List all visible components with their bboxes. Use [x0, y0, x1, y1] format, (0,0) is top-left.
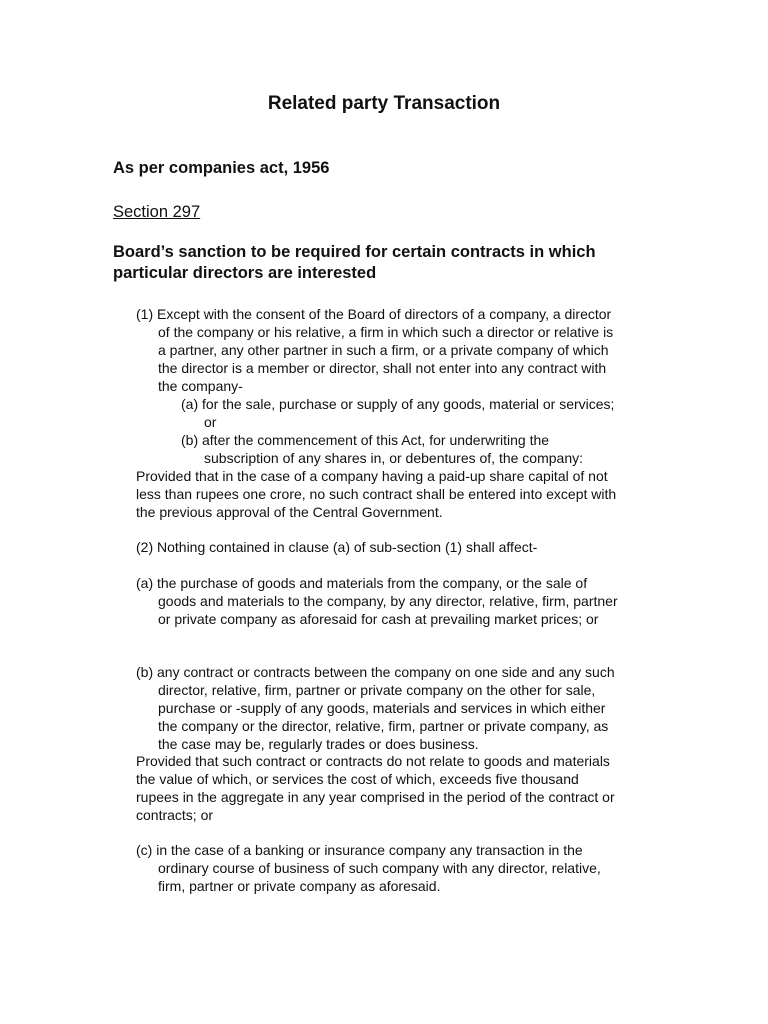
clause-2: (2) Nothing contained in clause (a) of sub-section (1) shall affect- — [136, 539, 538, 555]
section-label: Section 297 — [113, 203, 201, 221]
proviso-line: less than rupees one crore, no such contract shall be entered into except with — [136, 486, 617, 502]
clause-1-line: (1) Except with the consent of the Board of directors of a company, a director — [136, 306, 612, 322]
proviso-b-line: rupees in the aggregate in any year comprised in the period of the contract or — [136, 789, 615, 805]
para-b-line: the case may be, regularly trades or does business. — [158, 736, 479, 752]
para-b-line: director, relative, firm, partner or private company on the other for sale, — [158, 682, 596, 698]
para-a-line: goods and materials to the company, by any director, relative, firm, partner — [158, 593, 618, 609]
clause-1-item-b-cont: subscription of any shares in, or debentures of, the company: — [204, 450, 583, 466]
para-a-line: or private company as aforesaid for cash at prevailing market prices; or — [158, 611, 599, 627]
act-heading: As per companies act, 1956 — [113, 159, 330, 177]
section-heading-line-2: particular directors are interested — [113, 264, 377, 282]
clause-1-item-b: (b) after the commencement of this Act, for underwriting the — [181, 432, 550, 448]
para-b-line: the company or the director, relative, firm, partner or private company, as — [158, 718, 609, 734]
para-c-line: (c) in the case of a banking or insurance company any transaction in the — [136, 842, 583, 858]
proviso-b-line: contracts; or — [136, 807, 214, 823]
proviso-line: Provided that in the case of a company having a paid-up share capital of not — [136, 468, 608, 484]
para-c-line: ordinary course of business of such company with any director, relative, — [158, 860, 601, 876]
section-heading-line-1: Board’s sanction to be required for certain contracts in which — [113, 243, 596, 261]
proviso-b-line: the value of which, or services the cost of which, exceeds five thousand — [136, 771, 579, 787]
para-a-line: (a) the purchase of goods and materials from the company, or the sale of — [136, 575, 588, 591]
clause-1-line: of the company or his relative, a firm in which such a director or relative is — [158, 324, 614, 340]
clause-1-line: a partner, any other partner in such a firm, or a private company of which — [158, 342, 609, 358]
proviso-line: the previous approval of the Central Government. — [136, 504, 443, 520]
clause-1-item-a: (a) for the sale, purchase or supply of any goods, material or services; — [181, 396, 615, 412]
para-b-line: (b) any contract or contracts between the company on one side and any such — [136, 664, 615, 680]
para-b-line: purchase or -supply of any goods, materials and services in which either — [158, 700, 606, 716]
proviso-b-line: Provided that such contract or contracts do not relate to goods and materials — [136, 753, 610, 769]
para-c-line: firm, partner or private company as aforesaid. — [158, 878, 441, 894]
clause-1-line: the director is a member or director, shall not enter into any contract with — [158, 360, 607, 376]
page-title: Related party Transaction — [267, 93, 501, 114]
clause-1-item-a-cont: or — [204, 414, 217, 430]
clause-1-line: the company- — [158, 378, 243, 394]
